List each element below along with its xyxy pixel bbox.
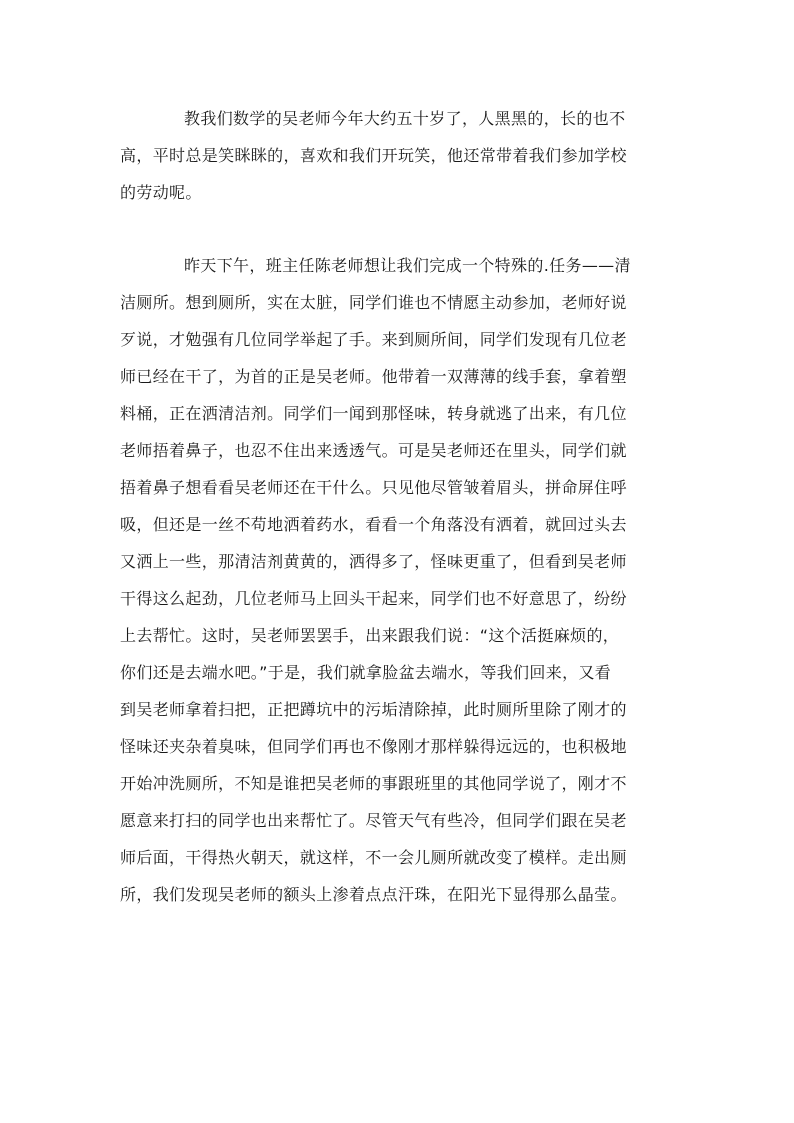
paragraph-line: 师已经在干了，为首的正是吴老师。他带着一双薄薄的线手套，拿着塑: [120, 367, 627, 386]
paragraph-line: 干得这么起劲，几位老师马上回头干起来，同学们也不好意思了，纷纷: [120, 589, 627, 608]
paragraph-line: 所，我们发现吴老师的额头上渗着点点汗珠，在阳光下显得那么晶莹。: [120, 885, 627, 904]
paragraph-line: 你们还是去端水吧。”于是，我们就拿脸盆去端水，等我们回来，又看: [120, 663, 612, 682]
paragraph-line: 教我们数学的吴老师今年大约五十岁了，人黑黑的，长的也不: [184, 109, 626, 128]
paragraph-1: [120, 100, 675, 211]
paragraph-2: [120, 247, 675, 913]
paragraph-line: 怪味还夹杂着臭味，但同学们再也不像刚才那样躲得远远的，也积极地: [120, 737, 627, 756]
paragraph-line: 到吴老师拿着扫把，正把蹲坑中的污垢清除掉，此时厕所里除了刚才的: [120, 700, 627, 719]
paragraph-line: 的劳动呢。: [120, 183, 202, 202]
paragraph-line: 上去帮忙。这时，吴老师罢罢手，出来跟我们说：“这个活挺麻烦的，: [120, 626, 620, 645]
paragraph-line: 愿意来打扫的同学也出来帮忙了。尽管天气有些冷，但同学们跟在吴老: [120, 811, 627, 830]
paragraph-line: 开始冲洗厕所，不知是谁把吴老师的事跟班里的其他同学说了，刚才不: [120, 774, 627, 793]
paragraph-line: 吸，但还是一丝不苟地洒着药水，看看一个角落没有洒着，就回过头去: [120, 515, 627, 534]
paragraph-line: 高，平时总是笑眯眯的，喜欢和我们开玩笑，他还常带着我们参加学校: [120, 146, 627, 165]
paragraph-line: 捂着鼻子想看看吴老师还在干什么。只见他尽管皱着眉头，拼命屏住呼: [120, 478, 627, 497]
paragraph-line: 料桶，正在洒清洁剂。同学们一闻到那怪味，转身就逃了出来，有几位: [120, 404, 627, 423]
paragraph-line: 歹说，才勉强有几位同学举起了手。来到厕所间，同学们发现有几位老: [120, 330, 627, 349]
paragraph-line: 昨天下午，班主任陈老师想让我们完成一个特殊的.任务——清: [184, 256, 631, 275]
paragraph-line: 洁厕所。想到厕所，实在太脏，同学们谁也不情愿主动参加，老师好说: [120, 293, 627, 312]
paragraph-line: 老师捂着鼻子，也忍不住出来透透气。可是吴老师还在里头，同学们就: [120, 441, 627, 460]
paragraph-line: 又洒上一些，那清洁剂黄黄的，洒得多了，怪味更重了，但看到吴老师: [120, 552, 627, 571]
paragraph-line: 师后面，干得热火朝天，就这样，不一会儿厕所就改变了模样。走出厕: [120, 848, 627, 867]
